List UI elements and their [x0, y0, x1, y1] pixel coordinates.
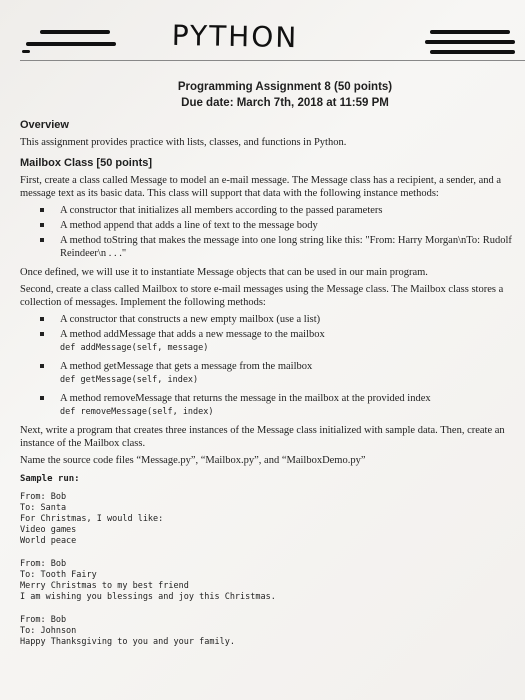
output-gap — [20, 547, 520, 559]
list-item: A method toString that makes the message into one long string like this: "From: Harry Morgan\nTo: Rudolf Reindeer\n . . ." — [20, 234, 520, 260]
method-text: A method getMessage that gets a message from the mailbox — [60, 361, 313, 372]
output-line: From: Bob — [20, 615, 67, 625]
next-text: Next, write a program that creates three instances of the Message class initialized with sample data. Then, create an instance of the Mailbox class. — [20, 425, 505, 449]
method-text: A constructor that constructs a new empty mailbox (use a list) — [60, 314, 321, 325]
method-text: A method addMessage that adds a new message to the mailbox — [60, 329, 325, 340]
method-signature: def getMessage(self, index) — [60, 375, 199, 385]
mailbox-heading: Mailbox Class [50 points] — [20, 157, 153, 169]
output-line: Video games — [20, 525, 77, 535]
list-item: A method append that adds a line of text to the message body — [20, 219, 520, 232]
right-marker-bar — [425, 40, 515, 44]
overview-heading: Overview — [20, 119, 69, 131]
left-marker-bar — [40, 30, 110, 34]
output-gap — [20, 603, 520, 615]
output-line: From: Bob — [20, 492, 67, 502]
message-method-list — [20, 204, 520, 260]
list-item — [20, 360, 520, 386]
header-rule — [20, 60, 525, 61]
output-line: I am wishing you blessings and joy this Christmas. — [20, 592, 276, 602]
method-signature: def removeMessage(self, index) — [60, 407, 214, 417]
list-item: A constructor that initializes all members according to the passed parameters — [20, 204, 520, 217]
overview-text: This assignment provides practice with lists, classes, and functions in Python. — [20, 137, 347, 148]
list-item — [20, 328, 520, 354]
output-line: From: Bob — [20, 559, 67, 569]
sample-run-label: Sample run: — [20, 474, 80, 484]
left-marker-bar — [26, 42, 116, 46]
message-intro: First, create a class called Message to model an e-mail message. The Message class has a recipient, a sender, and a message text as its basic data. This class will support that data with the following instance methods: — [20, 175, 502, 199]
output-line: Happy Thanksgiving to you and your family. — [20, 637, 235, 647]
file-names-text: Name the source code files “Message.py”, “Mailbox.py”, and “MailboxDemo.py” — [20, 455, 366, 466]
once-defined-text: Once defined, we will use it to instantiate Message objects that can be used in our main program. — [20, 267, 428, 278]
output-line: To: Johnson — [20, 626, 77, 636]
output-line: For Christmas, I would like: — [20, 514, 164, 524]
right-marker-bar — [430, 30, 510, 34]
output-line: Merry Christmas to my best friend — [20, 581, 189, 591]
assignment-title: Programming Assignment 8 (50 points) — [177, 81, 393, 93]
sample-run-output — [20, 492, 520, 648]
output-line: World peace — [20, 536, 77, 546]
right-marker-bar — [430, 50, 515, 54]
method-signature: def addMessage(self, message) — [60, 343, 209, 353]
mailbox-intro: Second, create a class called Mailbox to store e-mail messages using the Message class. The Mailbox class stores a collection of messages. Implement the following methods: — [20, 284, 504, 308]
left-marker-bar — [22, 50, 30, 53]
assignment-content — [20, 79, 520, 648]
mailbox-method-list — [20, 313, 520, 418]
output-line: To: Santa — [20, 503, 67, 513]
method-text: A method removeMessage that returns the message in the mailbox at the provided index — [60, 393, 431, 404]
handwritten-header — [0, 0, 525, 80]
handwritten-title: PYTHON — [171, 18, 299, 55]
output-line: To: Tooth Fairy — [20, 570, 97, 580]
due-date: Due date: March 7th, 2018 at 11:59 PM — [181, 97, 389, 109]
list-item — [20, 392, 520, 418]
list-item — [20, 313, 520, 326]
